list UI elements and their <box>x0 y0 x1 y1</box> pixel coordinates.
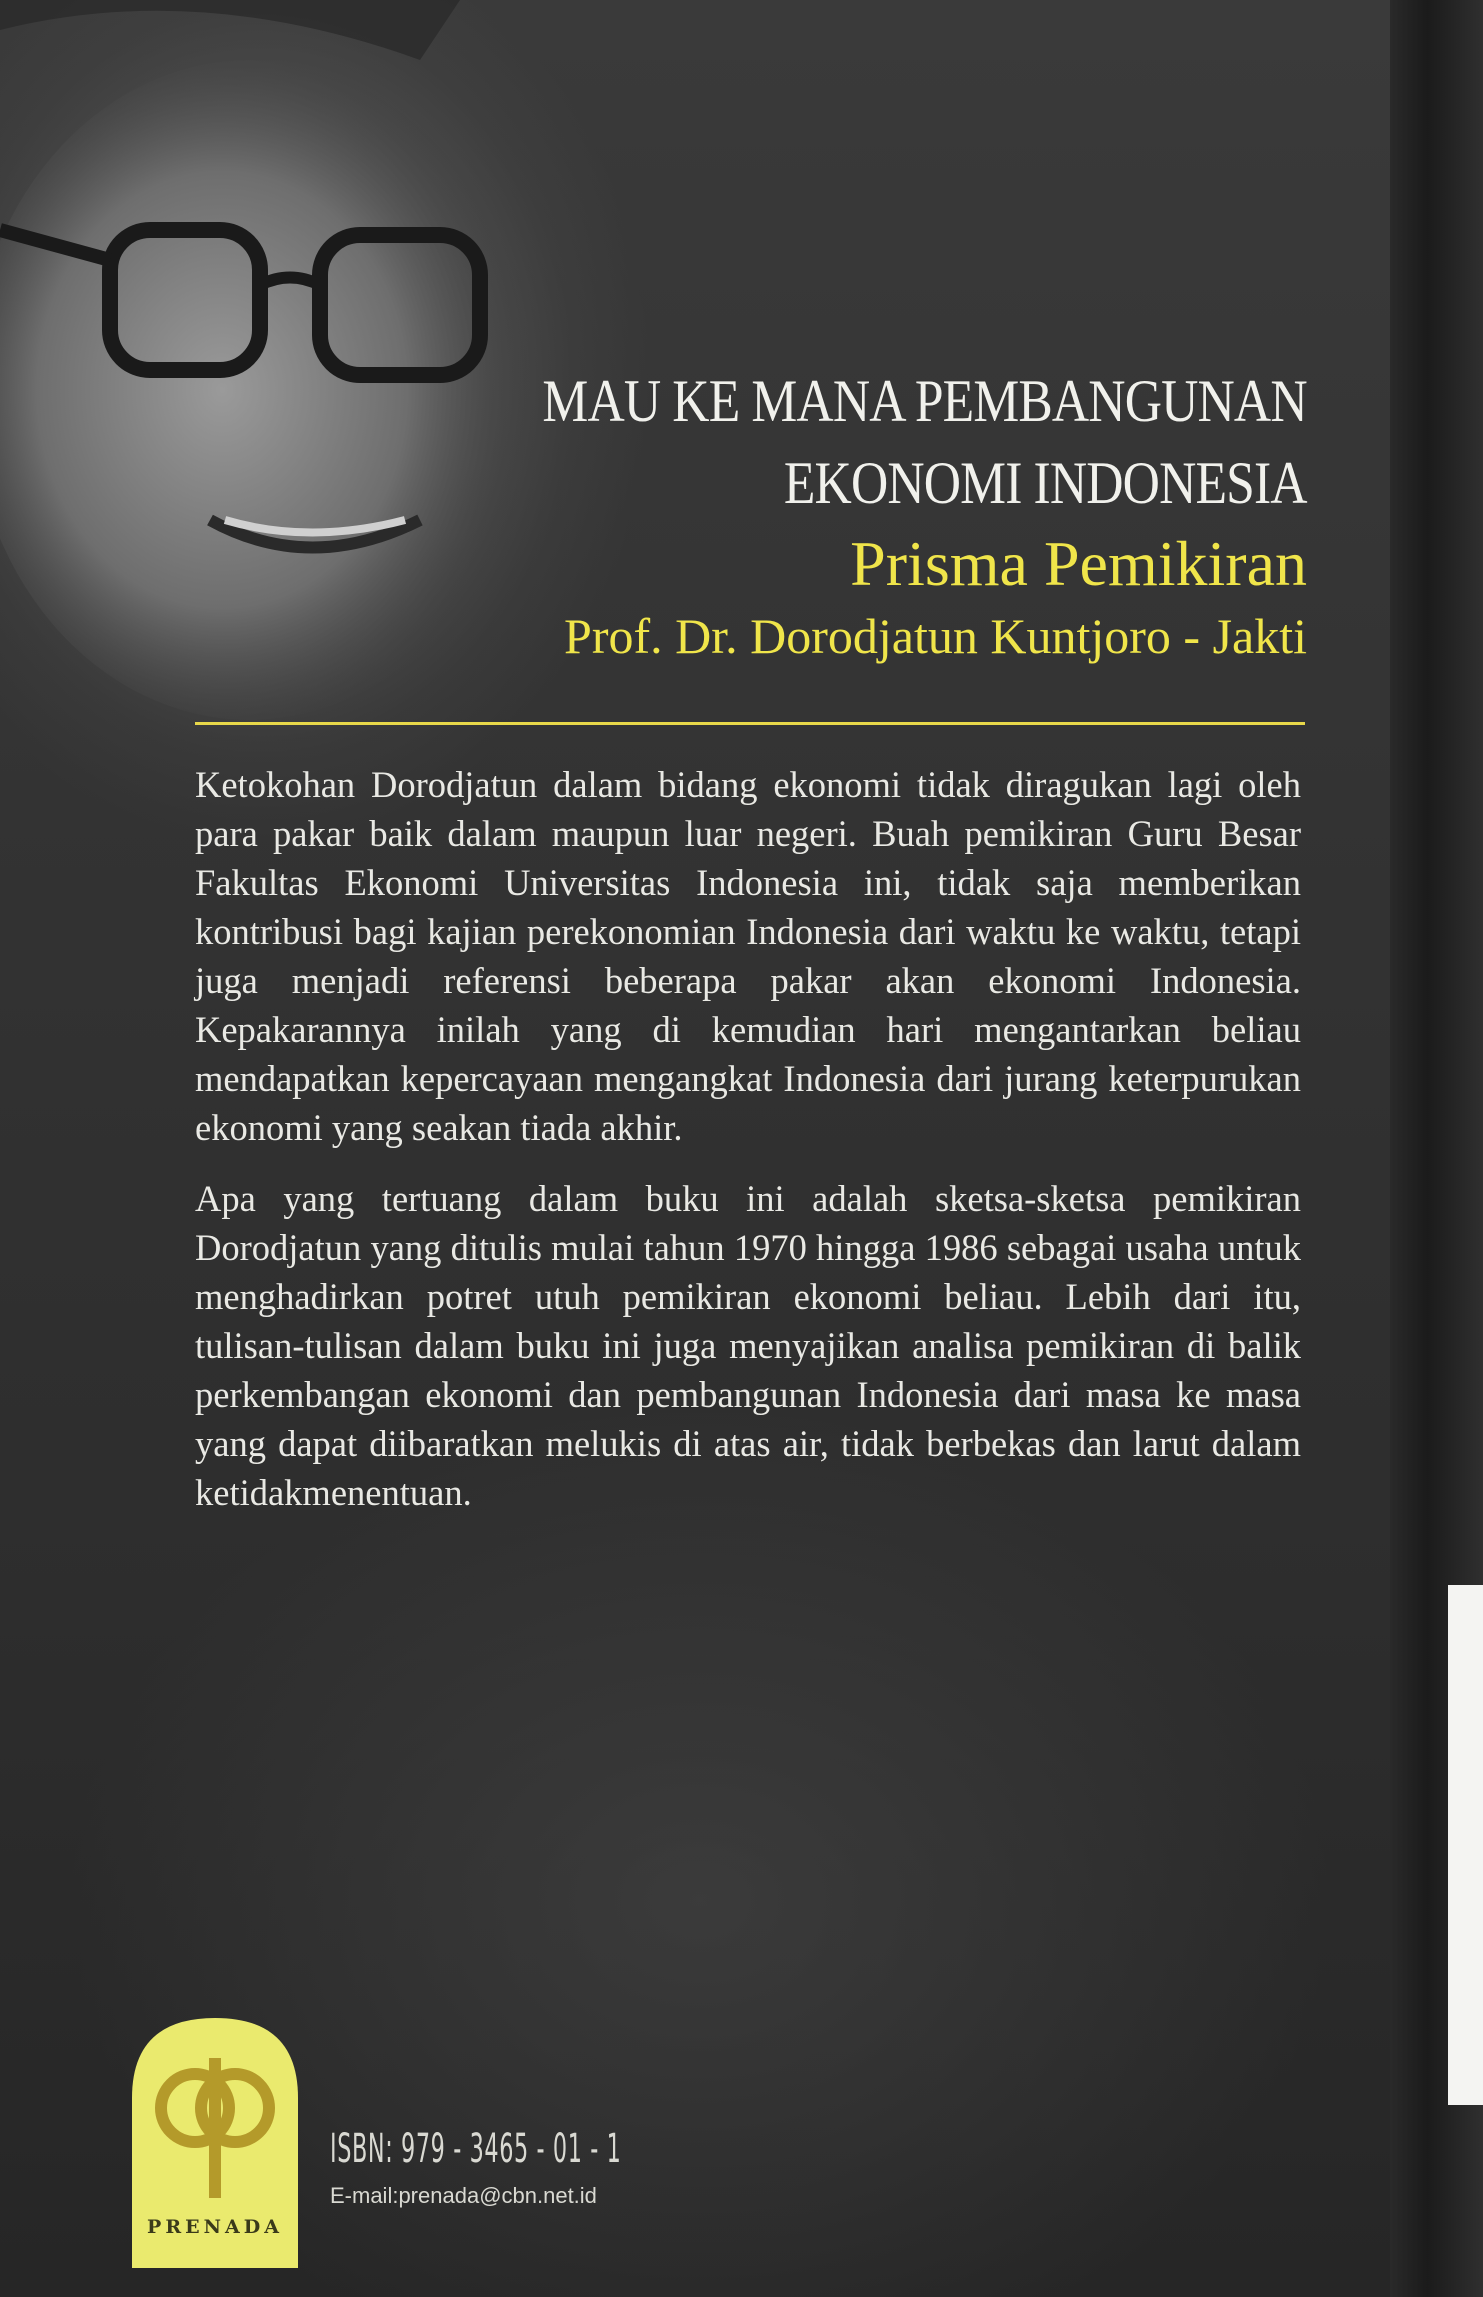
series-name: Prisma Pemikiran <box>850 528 1307 599</box>
isbn-number: ISBN: 979 - 3465 - 01 - 1 <box>330 2126 622 2172</box>
publisher-email: E-mail:prenada@cbn.net.id <box>330 2183 597 2208</box>
publisher-name: PRENADA <box>147 2216 283 2238</box>
book-title-line-2: EKONOMI INDONESIA <box>784 450 1307 516</box>
blurb-paragraph-1: Ketokohan Dorodjatun dalam bidang ekonomi tidak diragukan lagi oleh para pakar baik dalam maupun luar negeri. Buah pemikiran Guru Besar Fakultas Ekonomi Universitas Indonesia ini, tidak saja memberikan kontribusi bagi kajian perekonomian Indonesia dari waktu ke waktu, tetapi juga menjadi referensi beberapa pakar akan ekonomi Indonesia. Kepakarannya inilah yang di kemudian hari mengantarkan beliau mendapatkan kepercayaan mengangkat Indonesia dari jurang keterpurukan ekonomi yang seakan tiada akhir. <box>195 764 1301 1148</box>
blurb <box>195 760 1301 1539</box>
book-title-line-1: MAU KE MANA PEMBANGUNAN <box>542 368 1307 434</box>
blurb-paragraph-2: Apa yang tertuang dalam buku ini adalah sketsa-sketsa pemikiran Dorodjatun yang ditulis mulai tahun 1970 hingga 1986 sebagai usaha untuk menghadirkan potret utuh pemikiran ekonomi beliau. Lebih dari itu, tulisan-tulisan dalam buku ini juga menyajikan analisa pemikiran di balik perkembangan ekonomi dan pembangunan Indonesia dari masa ke masa yang dapat diibaratkan melukis di atas air, tidak berbekas dan larut dalam ketidakmenentuan. <box>195 1178 1301 1513</box>
title-divider <box>195 722 1305 725</box>
title-block <box>418 360 1307 668</box>
publisher-logo <box>132 2018 298 2268</box>
library-sticker <box>1448 1585 1483 2105</box>
author-name: Prof. Dr. Dorodjatun Kuntjoro - Jakti <box>564 608 1307 664</box>
